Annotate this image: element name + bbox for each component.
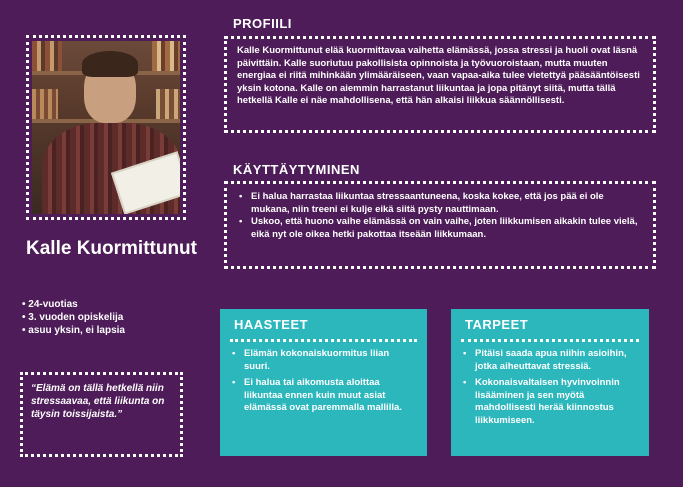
needs-card xyxy=(451,309,649,456)
books-decoration xyxy=(32,89,58,119)
needs-title: TARPEET xyxy=(465,317,529,332)
challenges-card xyxy=(220,309,427,456)
behavior-box xyxy=(224,181,656,269)
behavior-list xyxy=(237,191,643,241)
needs-item: • Pitäisi saada apua niihin asioihin, jotka aiheuttavat stressiä. xyxy=(461,348,639,373)
profile-box xyxy=(224,36,656,133)
books-decoration xyxy=(152,41,180,71)
challenges-list xyxy=(230,348,417,415)
needs-list xyxy=(461,348,639,427)
persona-facts xyxy=(22,298,202,337)
persona-name: Kalle Kuormittunut xyxy=(26,238,197,259)
needs-content xyxy=(461,339,639,446)
profile-text: Kalle Kuormittunut elää kuormittavaa vaihetta elämässä, jossa stressi ja huoli ovat läsnä päivittäin. Kalle suoriutuu pakollisista opinnoista ja työvuoroistaan, mutta muuten energiaa ei riitä mihinkään ylimääräiseen, vaan vapaa-aika tulee vietettyä pääsääntöisesti yksin kotona. Kalle on aiemmin harrastanut liikuntaa ja jopa pitänyt siitä, mutta tällä hetkellä Kalle ei näe mahdollisena, että hän alkaisi liikkua säännöllisesti. xyxy=(237,45,640,106)
persona-quote: “Elämä on tällä hetkellä niin stressaavaa, että liikunta on täysin toissijaista.” xyxy=(20,372,183,457)
challenges-item: • Ei halua tai aikomusta aloittaa liikuntaa ennen kuin muut asiat elämässä ovat paremmalla mallilla. xyxy=(230,377,417,415)
persona-photo-frame xyxy=(26,35,186,220)
behavior-item: • Uskoo, että huono vaihe elämässä on vain vaihe, joten liikkumisen aikakin tulee vielä, eikä nyt ole oikea hetki pakottaa itseään liikkumaan. xyxy=(237,216,643,241)
challenges-content xyxy=(230,339,417,446)
books-decoration xyxy=(156,89,180,119)
challenges-item: • Elämän kokonaiskuormitus liian suuri. xyxy=(230,348,417,373)
behavior-title: KÄYTTÄYTYMINEN xyxy=(233,162,360,177)
persona-fact: • 24-vuotias xyxy=(22,298,202,311)
persona-fact: • asuu yksin, ei lapsia xyxy=(22,324,202,337)
needs-item: • Kokonaisvaltaisen hyvinvoinnin lisääminen ja sen myötä mahdollisesti herää kiinnostus liikkumiseen. xyxy=(461,377,639,427)
challenges-title: HAASTEET xyxy=(234,317,309,332)
books-decoration xyxy=(32,41,62,71)
person-hair xyxy=(82,51,138,77)
behavior-item: • Ei halua harrastaa liikuntaa stressaantuneena, koska kokee, että jos pää ei ole mukana, niin treeni ei kulje eikä siitä pysty nauttimaan. xyxy=(237,191,643,216)
student-portrait-image xyxy=(32,41,180,214)
persona-fact: • 3. vuoden opiskelija xyxy=(22,311,202,324)
profile-title: PROFIILI xyxy=(233,16,292,31)
